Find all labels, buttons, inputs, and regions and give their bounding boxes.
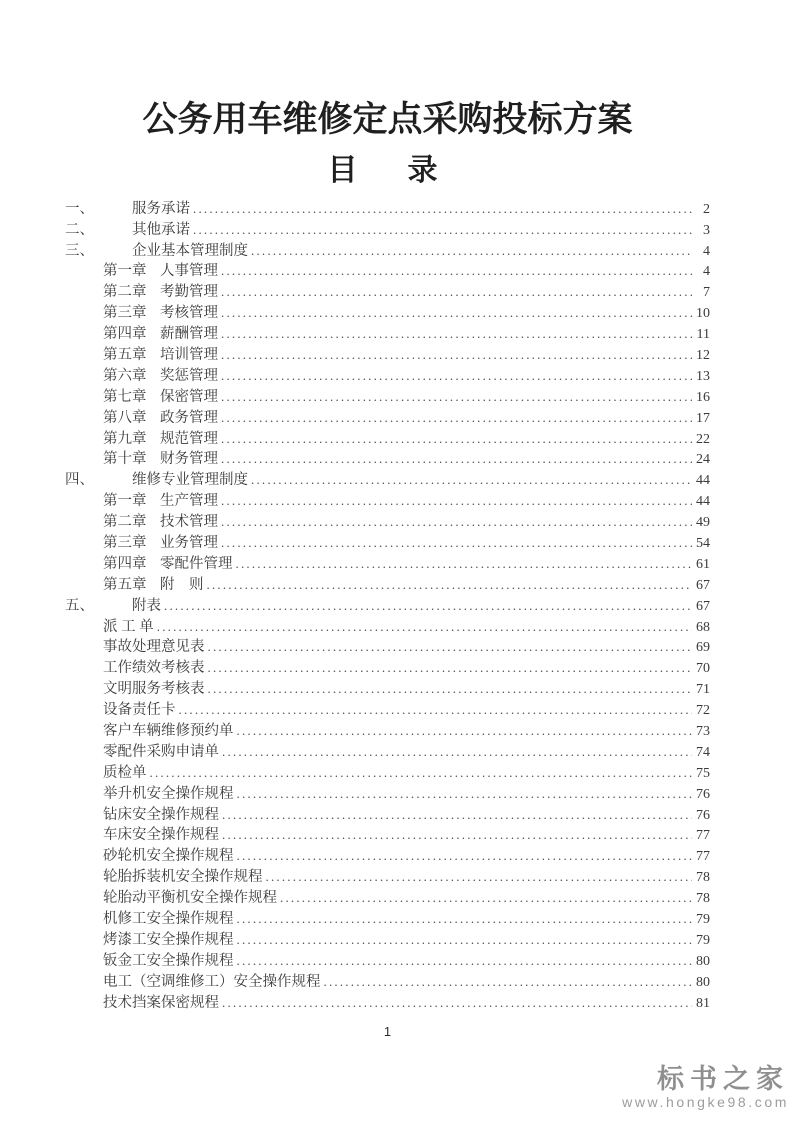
watermark-brand: 标书之家 — [657, 1063, 789, 1094]
toc-dot-leader — [251, 470, 692, 491]
toc-entry-label: 生产管理 — [160, 493, 218, 510]
toc-entry-label: 设备责任卡 — [103, 702, 176, 719]
toc-entry[interactable] — [65, 596, 710, 617]
toc-entry-page: 68 — [696, 619, 710, 635]
toc-dot-leader — [208, 658, 693, 679]
toc-entry[interactable] — [65, 784, 710, 805]
toc-entry-label: 文明服务考核表 — [103, 681, 205, 698]
toc-entry[interactable] — [65, 282, 710, 303]
toc-dot-leader — [280, 888, 692, 909]
toc-entry-label: 砂轮机安全操作规程 — [103, 848, 234, 865]
toc-entry-marker: 三、 — [65, 242, 94, 259]
toc-entry-label: 维修专业管理制度 — [132, 472, 248, 489]
toc-entry-page: 76 — [696, 807, 710, 823]
toc-entry-label: 技术管理 — [160, 514, 218, 531]
toc-entry-marker: 第六章 — [103, 367, 147, 384]
toc-entry-page: 73 — [696, 724, 710, 740]
toc-entry-page: 54 — [696, 536, 710, 551]
toc-entry[interactable] — [65, 261, 710, 282]
toc-entry-page: 77 — [696, 828, 710, 844]
toc-entry-label: 客户车辆维修预约单 — [103, 723, 234, 740]
toc-entry[interactable] — [65, 449, 710, 470]
toc-entry-page: 74 — [696, 744, 710, 760]
toc-dot-leader — [221, 261, 692, 282]
toc-entry-page: 80 — [696, 974, 710, 990]
toc-dot-leader — [237, 930, 693, 951]
toc-entry-page: 67 — [696, 598, 710, 614]
toc-entry[interactable] — [65, 867, 710, 888]
toc-entry[interactable] — [65, 491, 710, 512]
toc-dot-leader — [150, 763, 693, 784]
toc-entry-marker: 第十章 — [103, 451, 147, 468]
toc-entry-label: 派 工 单 — [103, 618, 154, 635]
toc-dot-leader — [237, 784, 693, 805]
toc-entry-label: 人事管理 — [160, 263, 218, 280]
toc-entry-page: 22 — [696, 431, 710, 447]
toc-entry[interactable] — [65, 345, 710, 366]
toc-entry-label: 考核管理 — [160, 305, 218, 322]
toc-entry-page: 69 — [696, 640, 710, 656]
toc-entry-label: 钣金工安全操作规程 — [103, 952, 234, 969]
toc-entry-page: 67 — [696, 577, 710, 593]
watermark — [622, 1065, 789, 1110]
toc-entry-label: 举升机安全操作规程 — [103, 785, 234, 802]
document-title: 公务用车维修定点采购投标方案 — [142, 100, 633, 139]
toc-entry[interactable] — [65, 533, 710, 554]
toc-entry[interactable] — [65, 972, 710, 993]
toc-entry-page: 4 — [703, 264, 710, 280]
toc-entry[interactable] — [65, 909, 710, 930]
toc-entry-page: 71 — [696, 682, 710, 698]
toc-entry-page: 77 — [696, 849, 710, 865]
toc-dot-leader — [193, 220, 692, 241]
toc-entry-label: 财务管理 — [160, 451, 218, 468]
toc-entry-label: 服务承诺 — [132, 200, 190, 217]
toc-dot-leader — [222, 805, 692, 826]
toc-entry-label: 电工（空调维修工）安全操作规程 — [103, 973, 321, 990]
toc-entry-page: 61 — [696, 556, 710, 572]
toc-entry-page: 7 — [703, 285, 710, 301]
toc-entry[interactable] — [65, 637, 710, 658]
toc-entry-page: 11 — [696, 327, 710, 343]
toc-entry[interactable] — [65, 721, 710, 742]
toc-entry-page: 10 — [696, 306, 710, 322]
toc-entry-label: 附表 — [132, 597, 161, 614]
toc-dot-leader — [221, 324, 692, 345]
toc-heading: 目 录 — [327, 153, 448, 187]
toc-dot-leader — [207, 575, 693, 596]
toc-dot-leader — [179, 700, 693, 721]
toc-entry-marker: 第三章 — [103, 305, 147, 322]
toc-dot-leader — [193, 199, 692, 220]
toc-entry-marker: 四、 — [65, 472, 94, 489]
toc-entry-marker: 第二章 — [103, 284, 147, 301]
toc-entry-label: 技术挡案保密规程 — [103, 994, 219, 1011]
toc-list — [65, 199, 710, 1014]
footer-page-number: 1 — [383, 1024, 392, 1039]
toc-entry-label: 轮胎拆装机安全操作规程 — [103, 869, 263, 886]
toc-entry-marker: 第二章 — [103, 514, 147, 531]
toc-dot-leader — [221, 491, 692, 512]
toc-entry-page: 49 — [696, 515, 710, 531]
toc-dot-leader — [221, 408, 692, 429]
toc-entry-page: 3 — [703, 222, 710, 238]
toc-dot-leader — [237, 909, 693, 930]
toc-entry-marker: 第五章 — [103, 576, 147, 593]
toc-entry[interactable] — [65, 429, 710, 450]
toc-entry-label: 其他承诺 — [132, 221, 190, 238]
toc-entry[interactable] — [65, 408, 710, 429]
toc-entry[interactable] — [65, 220, 710, 241]
toc-entry-page: 78 — [696, 870, 710, 886]
toc-entry-label: 机修工安全操作规程 — [103, 911, 234, 928]
toc-dot-leader — [221, 282, 692, 303]
toc-entry-label: 规范管理 — [160, 430, 218, 447]
toc-entry[interactable] — [65, 617, 710, 638]
toc-entry-page: 17 — [696, 410, 710, 426]
toc-entry-label: 车床安全操作规程 — [103, 827, 219, 844]
toc-entry[interactable] — [65, 951, 710, 972]
toc-dot-leader — [221, 345, 692, 366]
toc-entry-page: 16 — [696, 389, 710, 405]
toc-entry-page: 44 — [696, 473, 710, 489]
watermark-url: www.hongke98.com — [622, 1094, 789, 1110]
toc-entry[interactable] — [65, 658, 710, 679]
toc-entry[interactable] — [65, 993, 710, 1014]
toc-entry-marker: 第七章 — [103, 388, 147, 405]
toc-entry-label: 政务管理 — [160, 409, 218, 426]
toc-dot-leader — [221, 449, 692, 470]
toc-dot-leader — [157, 617, 692, 638]
toc-entry-page: 78 — [696, 891, 710, 907]
toc-entry[interactable] — [65, 763, 710, 784]
toc-entry-marker: 第五章 — [103, 346, 147, 363]
toc-entry-label: 零配件采购申请单 — [103, 743, 219, 760]
toc-entry[interactable] — [65, 700, 710, 721]
toc-entry-label: 轮胎动平衡机安全操作规程 — [103, 890, 277, 907]
toc-entry-marker: 第一章 — [103, 263, 147, 280]
toc-entry-label: 薪酬管理 — [160, 326, 218, 343]
toc-dot-leader — [237, 846, 693, 867]
toc-entry-marker: 二、 — [65, 221, 94, 238]
toc-entry-page: 76 — [696, 786, 710, 802]
toc-dot-leader — [222, 742, 692, 763]
toc-dot-leader — [221, 429, 692, 450]
toc-entry[interactable] — [65, 888, 710, 909]
toc-entry-page: 4 — [703, 243, 710, 259]
toc-entry-page: 79 — [696, 932, 710, 948]
toc-entry[interactable] — [65, 679, 710, 700]
toc-entry-marker: 第九章 — [103, 430, 147, 447]
toc-entry-marker: 第八章 — [103, 409, 147, 426]
toc-entry-page: 81 — [696, 995, 710, 1011]
toc-entry[interactable] — [65, 303, 710, 324]
toc-entry-label: 保密管理 — [160, 388, 218, 405]
toc-dot-leader — [221, 387, 692, 408]
toc-dot-leader — [324, 972, 693, 993]
toc-entry-label: 奖惩管理 — [160, 367, 218, 384]
toc-entry-label: 零配件管理 — [160, 555, 233, 572]
toc-dot-leader — [236, 554, 693, 575]
toc-entry-marker: 第一章 — [103, 493, 147, 510]
toc-entry[interactable] — [65, 324, 710, 345]
toc-entry-label: 事故处理意见表 — [103, 639, 205, 656]
toc-entry-label: 钻床安全操作规程 — [103, 806, 219, 823]
toc-entry-page: 70 — [696, 661, 710, 677]
toc-entry-page: 79 — [696, 912, 710, 928]
toc-entry-page: 72 — [696, 703, 710, 719]
toc-entry[interactable] — [65, 470, 710, 491]
toc-entry-marker: 第三章 — [103, 535, 147, 551]
toc-dot-leader — [266, 867, 693, 888]
toc-dot-leader — [221, 533, 692, 554]
toc-entry[interactable] — [65, 366, 710, 387]
toc-dot-leader — [208, 679, 693, 700]
toc-entry-page: 80 — [696, 953, 710, 969]
toc-entry-label: 烤漆工安全操作规程 — [103, 931, 234, 948]
toc-entry[interactable] — [65, 930, 710, 951]
toc-entry[interactable] — [65, 241, 710, 262]
toc-dot-leader — [221, 512, 692, 533]
toc-entry-label: 质检单 — [103, 764, 147, 781]
toc-entry-label: 工作绩效考核表 — [103, 660, 205, 677]
toc-entry-page: 13 — [696, 368, 710, 384]
toc-dot-leader — [221, 303, 692, 324]
toc-entry-page: 24 — [696, 452, 710, 468]
toc-dot-leader — [222, 825, 692, 846]
toc-entry[interactable] — [65, 554, 710, 575]
toc-entry-label: 业务管理 — [160, 535, 218, 551]
toc-entry[interactable] — [65, 387, 710, 408]
toc-entry-page: 12 — [696, 347, 710, 363]
toc-entry[interactable] — [65, 805, 710, 826]
toc-dot-leader — [164, 596, 692, 617]
toc-dot-leader — [237, 721, 693, 742]
toc-entry-marker: 第四章 — [103, 555, 147, 572]
toc-dot-leader — [251, 241, 692, 262]
toc-entry[interactable] — [65, 199, 710, 220]
toc-entry[interactable] — [65, 742, 710, 763]
toc-dot-leader — [208, 637, 693, 658]
toc-entry-label: 企业基本管理制度 — [132, 242, 248, 259]
toc-entry-label: 考勤管理 — [160, 284, 218, 301]
toc-entry-label: 附 则 — [160, 576, 204, 593]
toc-dot-leader — [237, 951, 693, 972]
toc-entry[interactable] — [65, 846, 710, 867]
toc-dot-leader — [221, 366, 692, 387]
toc-entry[interactable] — [65, 512, 710, 533]
toc-entry-marker: 五、 — [65, 597, 94, 614]
toc-dot-leader — [222, 993, 692, 1014]
toc-entry-page: 2 — [703, 201, 710, 217]
toc-entry-label: 培训管理 — [160, 346, 218, 363]
page-content — [65, 0, 710, 1013]
toc-entry-marker: 第四章 — [103, 326, 147, 343]
toc-entry-marker: 一、 — [65, 200, 94, 217]
toc-entry[interactable] — [65, 825, 710, 846]
toc-entry-page: 44 — [696, 494, 710, 510]
toc-entry-page: 75 — [696, 765, 710, 781]
toc-entry[interactable] — [65, 575, 710, 596]
